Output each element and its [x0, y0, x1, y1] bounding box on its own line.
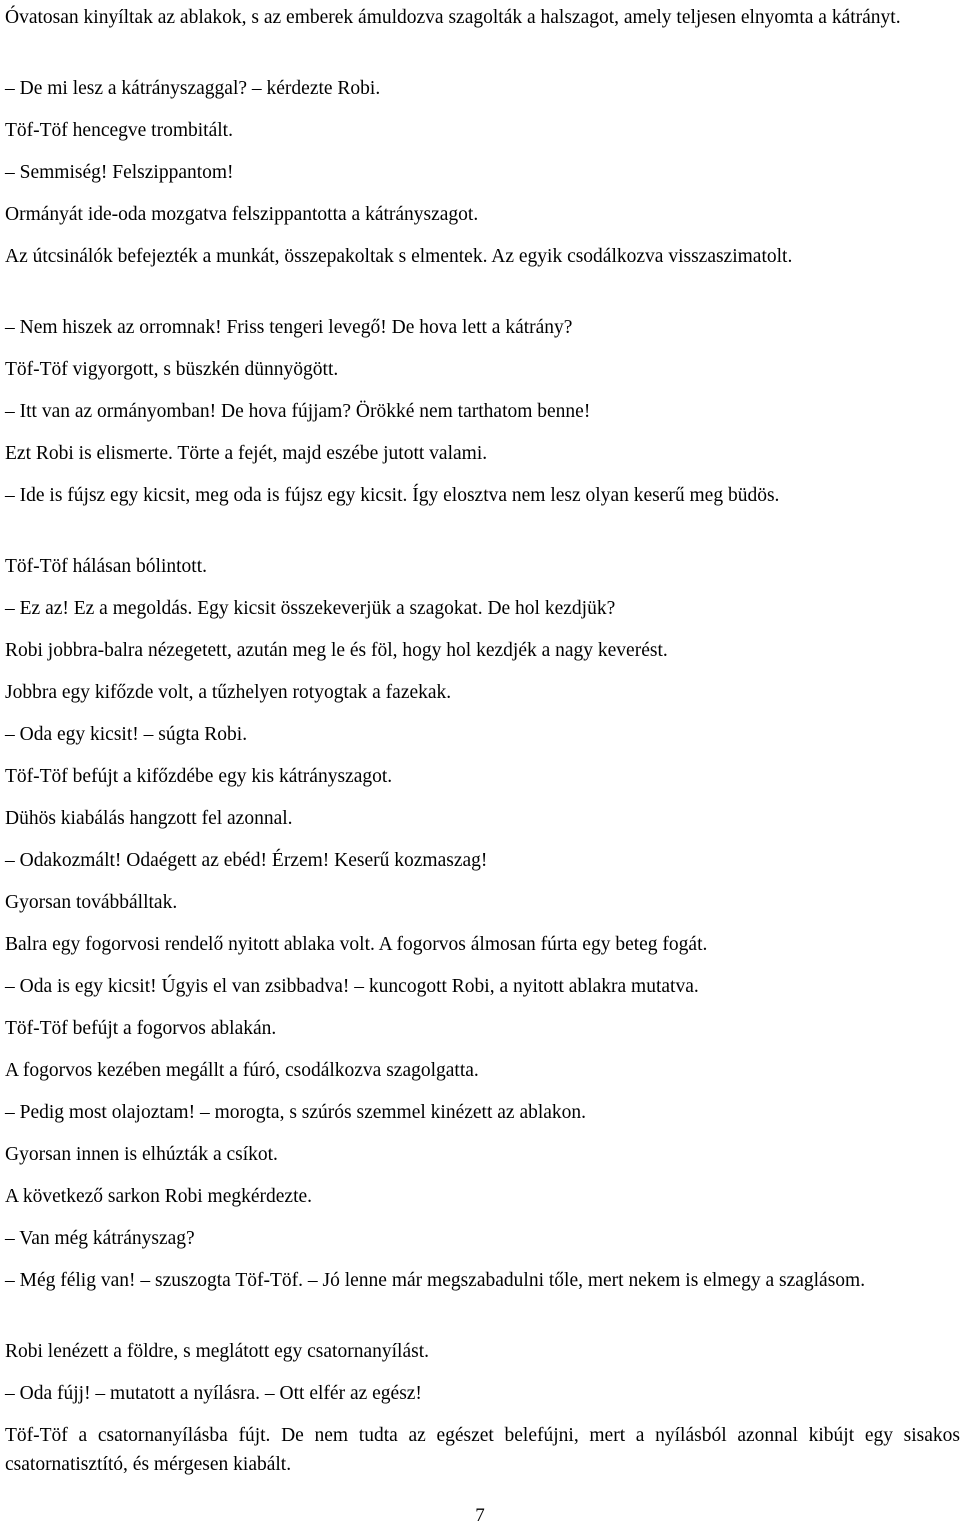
paragraph: – De mi lesz a kátrányszaggal? – kérdezte Robi. [5, 78, 381, 99]
paragraph: – Nem hiszek az orromnak! Friss tengeri levegő! De hova lett a kátrány? [5, 317, 573, 338]
paragraph: Gyorsan továbbálltak. [5, 892, 178, 913]
paragraph: Robi jobbra-balra nézegetett, azután meg le és föl, hogy hol kezdjék a nagy keverést. [5, 640, 668, 661]
paragraph: – Még félig van! – szuszogta Töf-Töf. – Jó lenne már megszabadulni tőle, mert nekem is elmegy a szaglásom. [5, 1270, 866, 1291]
paragraph: Töf-Töf hencegve trombitált. [5, 120, 233, 141]
paragraph: Robi lenézett a földre, s meglátott egy csatornanyílást. [5, 1341, 429, 1362]
paragraph: Óvatosan kinyíltak az ablakok, s az emberek ámuldozva szagolták a halszagot, amely teljesen elnyomta a kátrányt. [5, 7, 901, 28]
paragraph: Töf-Töf hálásan bólintott. [5, 556, 207, 577]
paragraph: – Van még kátrányszag? [5, 1228, 195, 1249]
paragraph: A következő sarkon Robi megkérdezte. [5, 1186, 313, 1207]
paragraph: – Pedig most olajoztam! – morogta, s szúrós szemmel kinézett az ablakon. [5, 1102, 587, 1123]
paragraph: Gyorsan innen is elhúzták a csíkot. [5, 1144, 278, 1165]
paragraph: A fogorvos kezében megállt a fúró, csodálkozva szagolgatta. [5, 1060, 479, 1081]
paragraph: – Ide is fújsz egy kicsit, meg oda is fújsz egy kicsit. Így elosztva nem lesz olyan keserű meg büdös. [5, 485, 780, 506]
paragraph: Töf-Töf vigyorgott, s büszkén dünnyögött. [5, 359, 339, 380]
paragraph: Ormányát ide-oda mozgatva felszippantotta a kátrányszagot. [5, 204, 479, 225]
paragraph: Dühös kiabálás hangzott fel azonnal. [5, 808, 293, 829]
paragraph: Töf-Töf befújt a fogorvos ablakán. [5, 1018, 277, 1039]
paragraph: – Oda egy kicsit! – súgta Robi. [5, 724, 248, 745]
paragraph: – Oda is egy kicsit! Úgyis el van zsibbadva! – kuncogott Robi, a nyitott ablakra mutatva. [5, 976, 699, 997]
page-number: 7 [475, 1505, 485, 1526]
paragraph: Jobbra egy kifőzde volt, a tűzhelyen rotyogtak a fazekak. [5, 682, 452, 703]
paragraph: – Oda fújj! – mutatott a nyílásra. – Ott elfér az egész! [5, 1383, 422, 1404]
paragraph: – Semmiség! Felszippantom! [5, 162, 234, 183]
paragraph: – Ez az! Ez a megoldás. Egy kicsit összekeverjük a szagokat. De hol kezdjük? [5, 598, 616, 619]
paragraph: – Itt van az ormányomban! De hova fújjam? Örökké nem tarthatom benne! [5, 401, 591, 422]
paragraph: – Odakozmált! Odaégett az ebéd! Érzem! Keserű kozmaszag! [5, 850, 488, 871]
paragraph: Az útcsinálók befejezték a munkát, összepakoltak s elmentek. Az egyik csodálkozva visszaszimatolt. [5, 246, 793, 267]
paragraph: Balra egy fogorvosi rendelő nyitott ablaka volt. A fogorvos álmosan fúrta egy beteg fogát. [5, 934, 708, 955]
paragraph: Töf-Töf befújt a kifőzdébe egy kis kátrányszagot. [5, 766, 393, 787]
paragraph: Töf-Töf a csatornanyílásba fújt. De nem tudta az egészet belefújni, mert a nyílásból azonnal kibújt egy sisakos csatornatisztító, és mérgesen kiabált. [5, 1425, 960, 1475]
paragraph: Ezt Robi is elismerte. Törte a fejét, majd eszébe jutott valami. [5, 443, 488, 464]
